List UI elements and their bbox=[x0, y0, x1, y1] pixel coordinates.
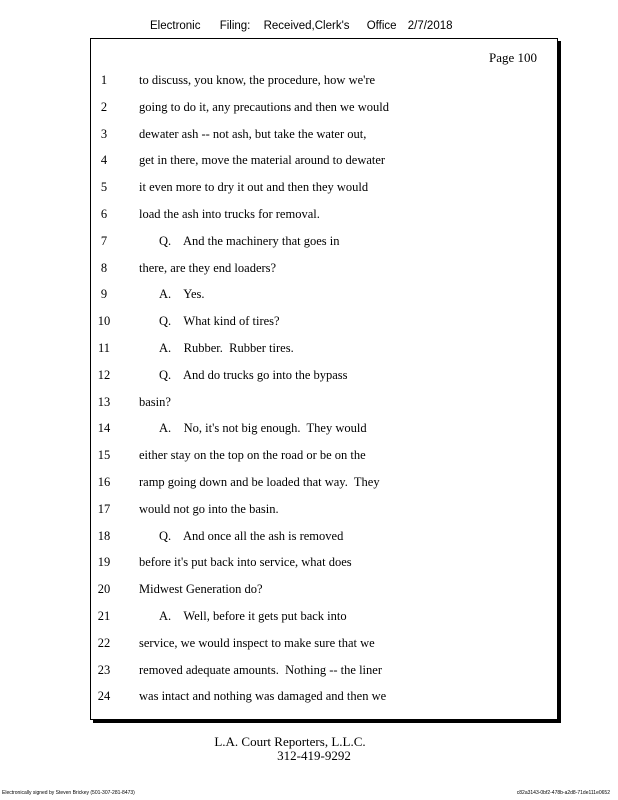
transcript-line bbox=[91, 555, 557, 575]
transcript-line bbox=[91, 582, 557, 602]
line-number: 10 bbox=[97, 314, 111, 329]
line-text: would not go into the basin. bbox=[139, 501, 279, 516]
line-text: A. Rubber. Rubber tires. bbox=[159, 341, 294, 355]
transcript-line bbox=[91, 448, 557, 468]
line-number: 21 bbox=[97, 609, 111, 623]
transcript-line bbox=[91, 287, 557, 307]
transcript-line bbox=[91, 421, 557, 441]
line-number: 11 bbox=[97, 341, 111, 355]
filing-header-date: 2/7/2018 bbox=[407, 20, 453, 32]
transcript-line bbox=[91, 609, 557, 629]
page-number: Page 100 bbox=[488, 50, 537, 65]
transcript-line bbox=[91, 368, 557, 388]
footer-phone: 312-419-9292 bbox=[277, 748, 351, 763]
line-text: removed adequate amounts. Nothing -- the liner bbox=[139, 662, 382, 677]
line-text: was intact and nothing was damaged and then we bbox=[139, 689, 387, 704]
signature-right: c82a3143-0bf2-478b-a2d8-71de111e0652 bbox=[516, 790, 610, 796]
transcript-line bbox=[91, 73, 557, 93]
transcript-line bbox=[91, 636, 557, 656]
line-text: get in there, move the material around to dewater bbox=[139, 153, 386, 168]
transcript-line bbox=[91, 261, 557, 281]
line-text: dewater ash -- not ash, but take the water out, bbox=[139, 126, 367, 141]
transcript-line bbox=[91, 341, 557, 361]
line-number: 23 bbox=[97, 662, 111, 677]
filing-header-electronic: Electronic bbox=[150, 20, 201, 32]
line-number: 16 bbox=[97, 475, 111, 489]
line-text: Q. And once all the ash is removed bbox=[159, 528, 344, 543]
line-text: service, we would inspect to make sure that we bbox=[139, 635, 375, 650]
transcript-line bbox=[91, 207, 557, 227]
transcript-line bbox=[91, 689, 557, 709]
filing-header-filing: Filing: bbox=[219, 20, 251, 32]
line-text: A. No, it's not big enough. They would bbox=[159, 421, 367, 436]
line-text: to discuss, you know, the procedure, how we're bbox=[139, 73, 376, 87]
transcript-line bbox=[91, 314, 557, 334]
line-number: 4 bbox=[100, 153, 108, 168]
transcript-line bbox=[91, 529, 557, 549]
footer-reporter: L.A. Court Reporters, L.L.C. bbox=[214, 734, 366, 749]
transcript-line bbox=[91, 663, 557, 683]
transcript-line bbox=[91, 234, 557, 254]
line-text: before it's put back into service, what does bbox=[139, 555, 352, 570]
filing-header-office: Office bbox=[366, 20, 397, 32]
transcript-line bbox=[91, 502, 557, 522]
line-text: Q. And do trucks go into the bypass bbox=[159, 367, 348, 382]
line-number: 17 bbox=[97, 501, 111, 516]
line-number: 9 bbox=[100, 287, 108, 302]
transcript-line bbox=[91, 127, 557, 147]
transcript-line bbox=[91, 153, 557, 173]
line-number: 3 bbox=[100, 126, 108, 141]
line-number: 24 bbox=[97, 689, 111, 704]
signature-left: Electronically signed by Steven Brickey (501-307-281-8473) bbox=[2, 790, 135, 796]
line-text: ramp going down and be loaded that way. They bbox=[139, 475, 380, 489]
line-number: 6 bbox=[100, 207, 108, 221]
line-text: there, are they end loaders? bbox=[139, 260, 277, 275]
line-text: going to do it, any precautions and then we would bbox=[139, 99, 389, 114]
line-number: 14 bbox=[97, 421, 111, 436]
filing-header-received: Received,Clerk's bbox=[263, 20, 350, 32]
line-text: it even more to dry it out and then they would bbox=[139, 180, 369, 195]
transcript-line bbox=[91, 395, 557, 415]
line-number: 15 bbox=[97, 448, 111, 463]
line-number: 7 bbox=[100, 233, 108, 248]
line-number: 2 bbox=[100, 99, 108, 114]
line-text: load the ash into trucks for removal. bbox=[139, 207, 320, 221]
transcript-line bbox=[91, 180, 557, 200]
line-text: A. Well, before it gets put back into bbox=[159, 609, 347, 623]
line-number: 22 bbox=[97, 635, 111, 650]
line-text: Midwest Generation do? bbox=[139, 582, 263, 597]
line-text: Q. And the machinery that goes in bbox=[159, 233, 340, 248]
line-number: 5 bbox=[100, 180, 108, 195]
line-text: either stay on the top on the road or be on the bbox=[139, 448, 366, 463]
line-number: 20 bbox=[97, 582, 111, 597]
line-text: basin? bbox=[139, 394, 171, 409]
line-number: 19 bbox=[97, 555, 111, 570]
line-number: 1 bbox=[100, 73, 108, 87]
transcript-line bbox=[91, 100, 557, 120]
transcript-page bbox=[90, 38, 558, 720]
line-number: 18 bbox=[97, 528, 111, 543]
line-text: A. Yes. bbox=[159, 287, 205, 302]
line-number: 13 bbox=[97, 394, 111, 409]
transcript-line bbox=[91, 475, 557, 495]
line-text: Q. What kind of tires? bbox=[159, 314, 280, 329]
line-number: 12 bbox=[97, 367, 111, 382]
line-number: 8 bbox=[100, 260, 108, 275]
filing-header bbox=[150, 20, 453, 32]
